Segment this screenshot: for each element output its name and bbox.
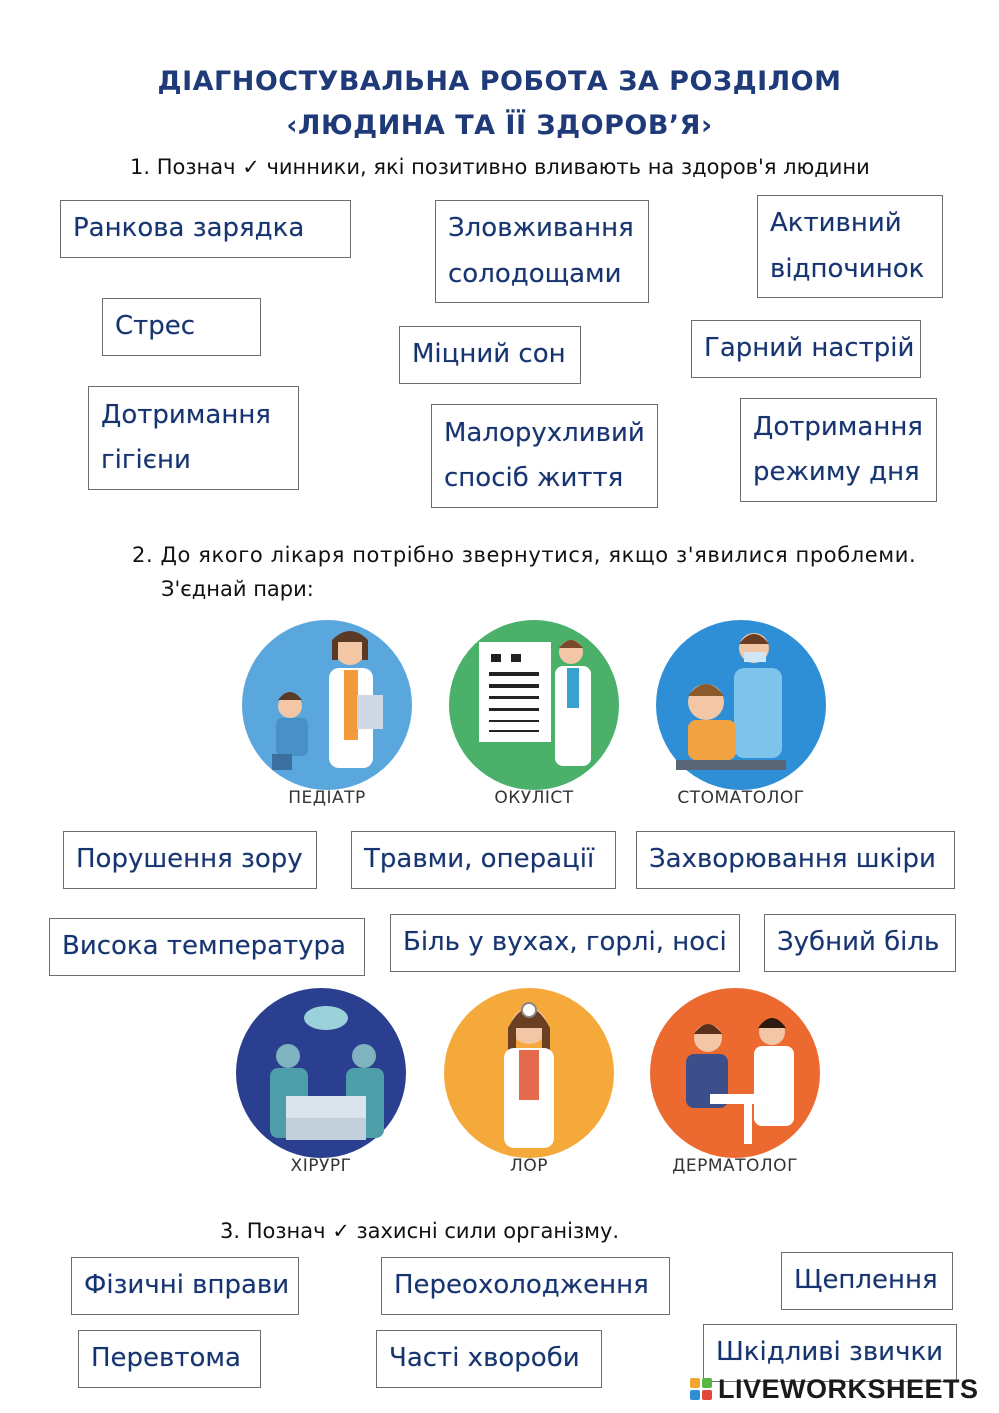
dermatologist-label: ДЕРМАТОЛОГ — [672, 1156, 798, 1176]
liveworksheets-logo-icon — [690, 1378, 712, 1400]
q1-option-active-rest[interactable]: Активний відпочинок — [757, 195, 943, 298]
q1-option-daily-routine[interactable]: Дотримання режиму дня — [740, 398, 937, 502]
problem-skin-diseases[interactable]: Захворювання шкіри — [636, 831, 955, 889]
q3-option-vaccination[interactable]: Щеплення — [781, 1252, 953, 1310]
surgeon-label: ХІРУРГ — [290, 1156, 352, 1176]
problem-high-temperature[interactable]: Висока температура — [49, 918, 365, 976]
dentist-icon — [646, 620, 836, 790]
q1-option-sweets-abuse[interactable]: Зловживання солодощами — [435, 200, 649, 303]
doctor-pediatrician[interactable] — [232, 620, 422, 820]
question-2-text: 2. До якого лікаря потрібно звернутися, якщо з'явилися проблеми. — [132, 543, 917, 567]
q3-option-frequent-illness[interactable]: Часті хвороби — [376, 1330, 602, 1388]
ent-label: ЛОР — [510, 1156, 548, 1176]
q1-option-sound-sleep[interactable]: Міцний сон — [399, 326, 581, 384]
question-1-text: 1. Познач ✓ чинники, які позитивно вливають на здоров'я людини — [130, 155, 870, 179]
worksheet-title-line2: ‹ЛЮДИНА ТА ЇЇ ЗДОРОВ’Я› — [286, 110, 713, 141]
q1-option-stress[interactable]: Стрес — [102, 298, 261, 356]
question-2-instruction: З'єднай пари: — [161, 577, 314, 601]
dentist-label: СТОМАТОЛОГ — [677, 788, 805, 808]
problem-toothache[interactable]: Зубний біль — [764, 914, 956, 972]
q1-option-hygiene[interactable]: Дотримання гігієни — [88, 386, 299, 490]
liveworksheets-brand-text: LIVEWORKSHEETS — [718, 1373, 979, 1404]
q3-option-hypothermia[interactable]: Переохолодження — [381, 1257, 670, 1315]
ent-doctor-icon — [434, 988, 624, 1158]
worksheet-title-line1: ДІАГНОСТУВАЛЬНА РОБОТА ЗА РОЗДІЛОМ — [157, 66, 842, 97]
q3-option-bad-habits[interactable]: Шкідливі звички — [703, 1324, 957, 1382]
ophthalmologist-label: ОКУЛІСТ — [494, 788, 574, 808]
q3-option-physical-exercise[interactable]: Фізичні вправи — [71, 1257, 299, 1315]
q3-option-overwork[interactable]: Перевтома — [78, 1330, 261, 1388]
doctor-dentist[interactable] — [646, 620, 836, 820]
doctor-ent[interactable] — [434, 988, 624, 1188]
dermatologist-icon — [640, 988, 830, 1158]
question-3-text: 3. Познач ✓ захисні сили організму. — [220, 1219, 620, 1243]
q1-option-sedentary-lifestyle[interactable]: Малорухливий спосіб життя — [431, 404, 658, 508]
doctor-dermatologist[interactable] — [640, 988, 830, 1188]
pediatrician-icon — [232, 620, 422, 790]
problem-ear-throat-nose[interactable]: Біль у вухах, горлі, носі — [390, 914, 740, 972]
surgeon-icon — [226, 988, 416, 1158]
problem-vision[interactable]: Порушення зору — [63, 831, 317, 889]
pediatrician-label: ПЕДІАТР — [288, 788, 366, 808]
q1-option-good-mood[interactable]: Гарний настрій — [691, 320, 921, 378]
q1-option-morning-exercise[interactable]: Ранкова зарядка — [60, 200, 351, 258]
doctor-surgeon[interactable] — [226, 988, 416, 1188]
ophthalmologist-icon — [439, 620, 629, 790]
liveworksheets-logo — [690, 1372, 979, 1406]
doctor-ophthalmologist[interactable] — [439, 620, 629, 820]
problem-injuries-surgeries[interactable]: Травми, операції — [351, 831, 616, 889]
